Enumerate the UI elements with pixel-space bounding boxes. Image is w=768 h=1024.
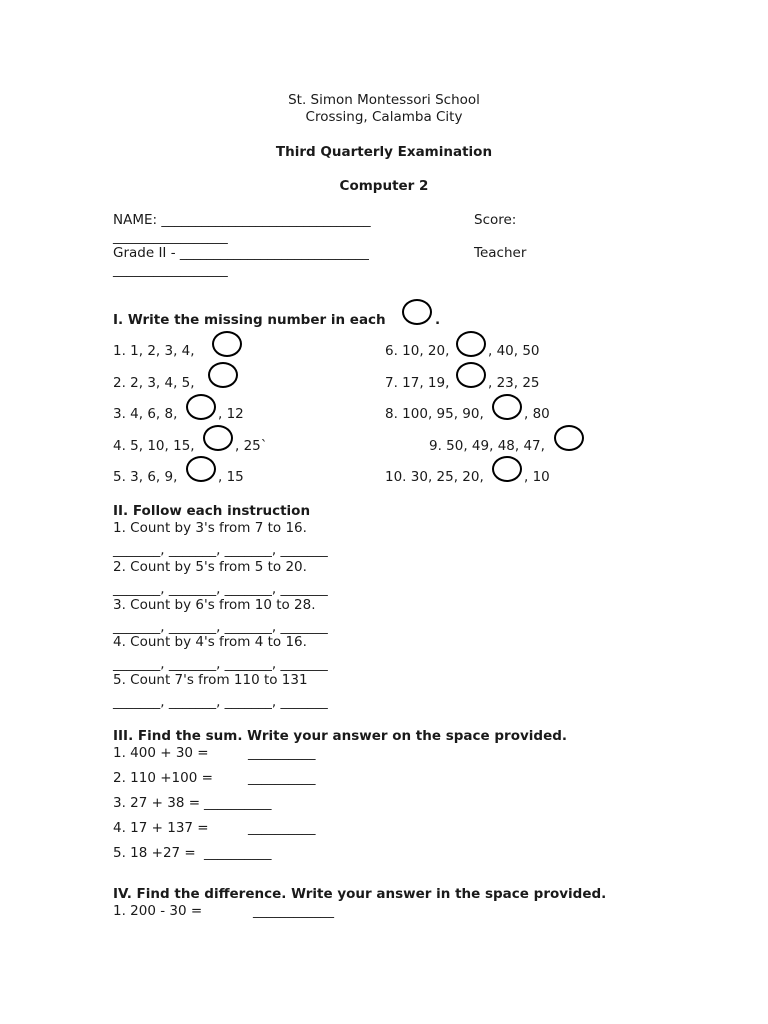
s3-blank-4: __________	[248, 820, 316, 836]
s2-answer-4: _______, _______, _______, _______	[113, 656, 328, 672]
s2-answer-1: _______, _______, _______, _______	[113, 542, 328, 558]
s2-item-5: 5. Count 7's from 110 to 131	[113, 672, 308, 688]
answer-circle-1	[212, 331, 242, 357]
name-field: NAME: _______________________________	[113, 212, 371, 228]
answer-circle-9	[554, 425, 584, 451]
s1-item-10: 10. 30, 25, 20,	[385, 469, 484, 485]
s1-item-3: 3. 4, 6, 8,	[113, 406, 178, 422]
teacher-line: _________________	[113, 262, 228, 278]
s3-blank-2: __________	[248, 770, 316, 786]
s3-item-5: 5. 18 +27 =	[113, 845, 196, 861]
s4-item-1: 1. 200 - 30 =	[113, 903, 203, 919]
s1-item-4-end: , 25`	[235, 438, 268, 454]
answer-circle-6	[456, 331, 486, 357]
subject-title: Computer 2	[339, 178, 429, 194]
s1-item-5-end: , 15	[218, 469, 244, 485]
s1-item-6: 6. 10, 20,	[385, 343, 450, 359]
s1-item-9: 9. 50, 49, 48, 47,	[429, 438, 545, 454]
answer-circle-5	[186, 456, 216, 482]
s1-item-7: 7. 17, 19,	[385, 375, 450, 391]
s1-item-10-end: , 10	[524, 469, 550, 485]
s2-item-2: 2. Count by 5's from 5 to 20.	[113, 559, 307, 575]
s1-item-8-end: , 80	[524, 406, 550, 422]
s2-item-1: 1. Count by 3's from 7 to 16.	[113, 520, 307, 536]
s2-item-4: 4. Count by 4's from 4 to 16.	[113, 634, 307, 650]
answer-circle-7	[456, 362, 486, 388]
s1-item-6-end: , 40, 50	[488, 343, 540, 359]
s3-blank-5: __________	[204, 845, 272, 861]
section3-title: III. Find the sum. Write your answer on the space provided.	[113, 728, 568, 744]
section4-title: IV. Find the difference. Write your answer in the space provided.	[113, 886, 607, 902]
s1-item-3-end: , 12	[218, 406, 244, 422]
s3-item-1: 1. 400 + 30 =	[113, 745, 209, 761]
s1-item-2: 2. 2, 3, 4, 5,	[113, 375, 195, 391]
s3-item-3: 3. 27 + 38 =	[113, 795, 201, 811]
score-line: _________________	[113, 229, 228, 245]
section1-title-period: .	[435, 312, 441, 328]
grade-field: Grade II - ____________________________	[113, 245, 369, 261]
s1-item-8: 8. 100, 95, 90,	[385, 406, 484, 422]
school-name: St. Simon Montessori School	[288, 92, 480, 108]
answer-circle-4	[203, 425, 233, 451]
s3-blank-1: __________	[248, 745, 316, 761]
circle-icon	[402, 299, 432, 325]
s2-answer-2: _______, _______, _______, _______	[113, 581, 328, 597]
s4-blank-1: ____________	[253, 903, 334, 919]
s2-answer-5: _______, _______, _______, _______	[113, 694, 328, 710]
s1-item-1: 1. 1, 2, 3, 4,	[113, 343, 195, 359]
answer-circle-3	[186, 394, 216, 420]
exam-title: Third Quarterly Examination	[275, 144, 493, 160]
section1-title: I. Write the missing number in each	[113, 312, 386, 328]
s1-item-7-end: , 23, 25	[488, 375, 540, 391]
s3-item-2: 2. 110 +100 =	[113, 770, 213, 786]
s2-answer-3: _______, _______, _______, _______	[113, 619, 328, 635]
section2-title: II. Follow each instruction	[113, 503, 311, 519]
school-location: Crossing, Calamba City	[305, 109, 463, 125]
answer-circle-2	[208, 362, 238, 388]
s3-item-4: 4. 17 + 137 =	[113, 820, 209, 836]
answer-circle-10	[492, 456, 522, 482]
s1-item-4: 4. 5, 10, 15,	[113, 438, 195, 454]
score-label: Score:	[474, 212, 517, 228]
answer-circle-8	[492, 394, 522, 420]
s3-blank-3: __________	[204, 795, 272, 811]
s1-item-5: 5. 3, 6, 9,	[113, 469, 178, 485]
teacher-label: Teacher	[474, 245, 527, 261]
s2-item-3: 3. Count by 6's from 10 to 28.	[113, 597, 316, 613]
